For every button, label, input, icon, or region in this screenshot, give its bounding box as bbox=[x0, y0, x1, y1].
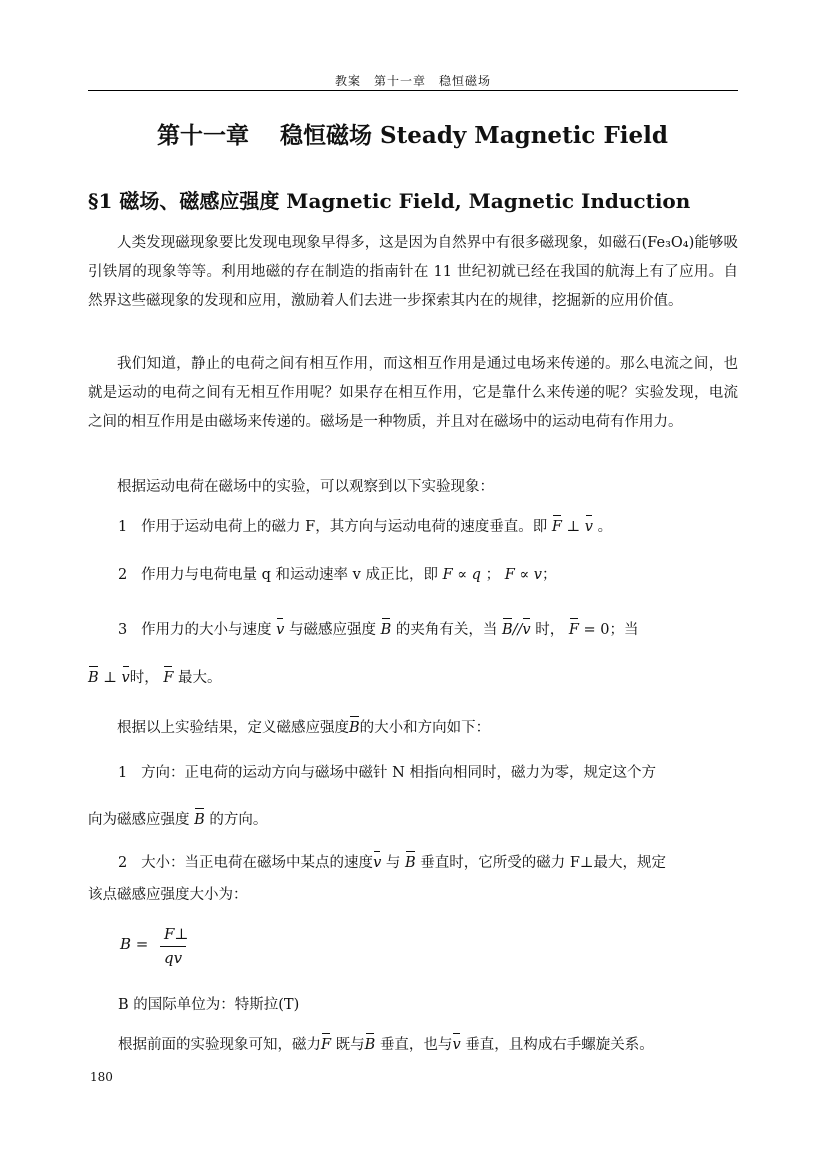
force-vector-symbol: F bbox=[569, 618, 579, 642]
definition-direction-number: 1 bbox=[118, 765, 128, 781]
definition-magnitude-text-c: 垂直时，它所受的磁力 F⊥最大，规定 bbox=[420, 855, 667, 871]
induction-vector-symbol: B bbox=[349, 716, 360, 740]
induction-vector-symbol: B bbox=[194, 808, 205, 832]
perpendicular-symbol: ⊥ bbox=[103, 670, 117, 686]
velocity-vector-symbol: v bbox=[452, 1033, 460, 1057]
induction-vector-symbol: B bbox=[405, 851, 416, 875]
formula-denominator: qv bbox=[164, 949, 183, 967]
observation-3 bbox=[88, 618, 768, 642]
equals-zero: = 0 bbox=[583, 622, 610, 638]
chapter-title: 第十一章 稳恒磁场 Steady Magnetic Field bbox=[157, 122, 668, 149]
definition-direction-continuation bbox=[88, 808, 738, 832]
force-vector-symbol: F bbox=[552, 515, 562, 539]
observation-3-number: 3 bbox=[118, 622, 128, 638]
definition-magnitude-number: 2 bbox=[118, 855, 128, 871]
definition-direction-text: 方向：正电荷的运动方向与磁场中磁针 N 相指向相同时，磁力为零，规定这个方 bbox=[141, 765, 656, 781]
induction-vector-symbol: B bbox=[365, 1033, 376, 1057]
velocity-vector-symbol: v bbox=[585, 515, 593, 539]
observation-3-cont-b: 最大。 bbox=[178, 670, 222, 686]
final-line-b: 既与 bbox=[335, 1037, 365, 1053]
induction-vector-symbol: B bbox=[88, 666, 99, 690]
observation-1-number: 1 bbox=[118, 519, 128, 535]
unit-line: B 的国际单位为：特斯拉(T) bbox=[118, 997, 300, 1013]
observation-3-text-a: 作用力的大小与速度 bbox=[141, 622, 272, 638]
definition-magnitude-continuation: 该点磁感应强度大小为： bbox=[88, 887, 248, 903]
velocity-vector-symbol: v bbox=[122, 666, 130, 690]
velocity-vector-symbol: v bbox=[276, 618, 284, 642]
definition-magnitude-text-a: 大小：当正电荷在磁场中某点的速度 bbox=[141, 855, 374, 871]
running-header: 教案 第十一章 稳恒磁场 bbox=[334, 74, 491, 88]
observation-1 bbox=[88, 515, 768, 539]
paragraph-history: 人类发现磁现象要比发现电现象早得多，这是因为自然界中有很多磁现象，如磁石(Fe₃O₄)能够吸引铁屑的现象等等。利用地磁的存在制造的指南针在 11 世纪初就已经在我国的航海上有了应用。自然界这些磁现象的发现和应用，激励着人们去进一步探索其内在的规律，挖掘新的应用价值。 bbox=[88, 235, 738, 309]
definition-intro bbox=[88, 716, 767, 740]
observation-1-text: 作用于运动电荷上的磁力 F，其方向与运动电荷的速度垂直。即 bbox=[141, 519, 548, 535]
formula-numerator: F⊥ bbox=[164, 925, 189, 943]
header-rule bbox=[88, 90, 738, 91]
final-line-c: 垂直，也与 bbox=[379, 1037, 453, 1053]
final-line-d: 垂直，且构成右手螺旋关系。 bbox=[465, 1037, 654, 1053]
force-vector-symbol: F bbox=[321, 1033, 331, 1057]
paragraph-field-concept: 我们知道，静止的电荷之间有相互作用，而这相互作用是通过电场来传递的。那么电流之间，也就是运动的电荷之间有无相互作用呢？如果存在相互作用，它是靠什么来传递的呢？实验发现，电流之间的相互作用是由磁场来传递的。磁场是一种物质，并且对在磁场中的运动电荷有作用力。 bbox=[88, 356, 738, 430]
formula-lhs: B = bbox=[120, 935, 149, 953]
observation-3-cont-a: 时， bbox=[129, 670, 159, 686]
velocity-vector-symbol: v bbox=[522, 618, 530, 642]
final-line bbox=[88, 1033, 768, 1057]
observation-2 bbox=[88, 563, 768, 587]
velocity-vector-symbol: v bbox=[373, 851, 381, 875]
definition-direction-cont-a: 向为磁感应强度 bbox=[88, 812, 190, 828]
definition-direction bbox=[88, 761, 768, 785]
observation-2-text: 作用力与电荷电量 q 和运动速率 v 成正比，即 bbox=[141, 567, 438, 583]
final-line-a: 根据前面的实验现象可知，磁力 bbox=[118, 1037, 321, 1053]
induction-vector-symbol: B bbox=[381, 618, 392, 642]
observation-3-continuation bbox=[88, 666, 738, 690]
paragraph-experiment-intro: 根据运动电荷在磁场中的实验，可以观察到以下实验现象： bbox=[117, 479, 494, 495]
definition-magnitude bbox=[88, 851, 768, 875]
formula-end: ； bbox=[541, 567, 557, 583]
induction-vector-symbol: B bbox=[502, 618, 513, 642]
definition-intro-b: 的大小和方向如下： bbox=[359, 720, 491, 736]
definition-magnitude-text-b: 与 bbox=[385, 855, 401, 871]
definition-intro-a: 根据以上实验结果，定义磁感应强度 bbox=[117, 720, 349, 736]
observation-1-end: 。 bbox=[597, 519, 613, 535]
observation-3-text-d: 时， bbox=[535, 622, 565, 638]
perpendicular-symbol: ⊥ bbox=[566, 519, 581, 535]
force-vector-symbol: F bbox=[163, 666, 173, 690]
observation-3-text-c: 的夹角有关，当 bbox=[395, 622, 498, 638]
proportional-charge-formula: F ∝ q bbox=[442, 567, 481, 583]
observation-3-text-e: ；当 bbox=[609, 622, 639, 638]
fraction-bar bbox=[160, 946, 186, 947]
observation-2-number: 2 bbox=[118, 567, 128, 583]
observation-3-text-b: 与磁感应强度 bbox=[288, 622, 376, 638]
proportional-speed-formula: F ∝ v bbox=[504, 567, 542, 583]
parallel-symbol: // bbox=[512, 622, 523, 638]
section-title: §1 磁场、磁感应强度 Magnetic Field, Magnetic Induction bbox=[88, 189, 691, 213]
formula-separator: ； bbox=[485, 567, 501, 583]
page-number: 180 bbox=[90, 1070, 113, 1084]
definition-direction-cont-b: 的方向。 bbox=[209, 812, 268, 828]
